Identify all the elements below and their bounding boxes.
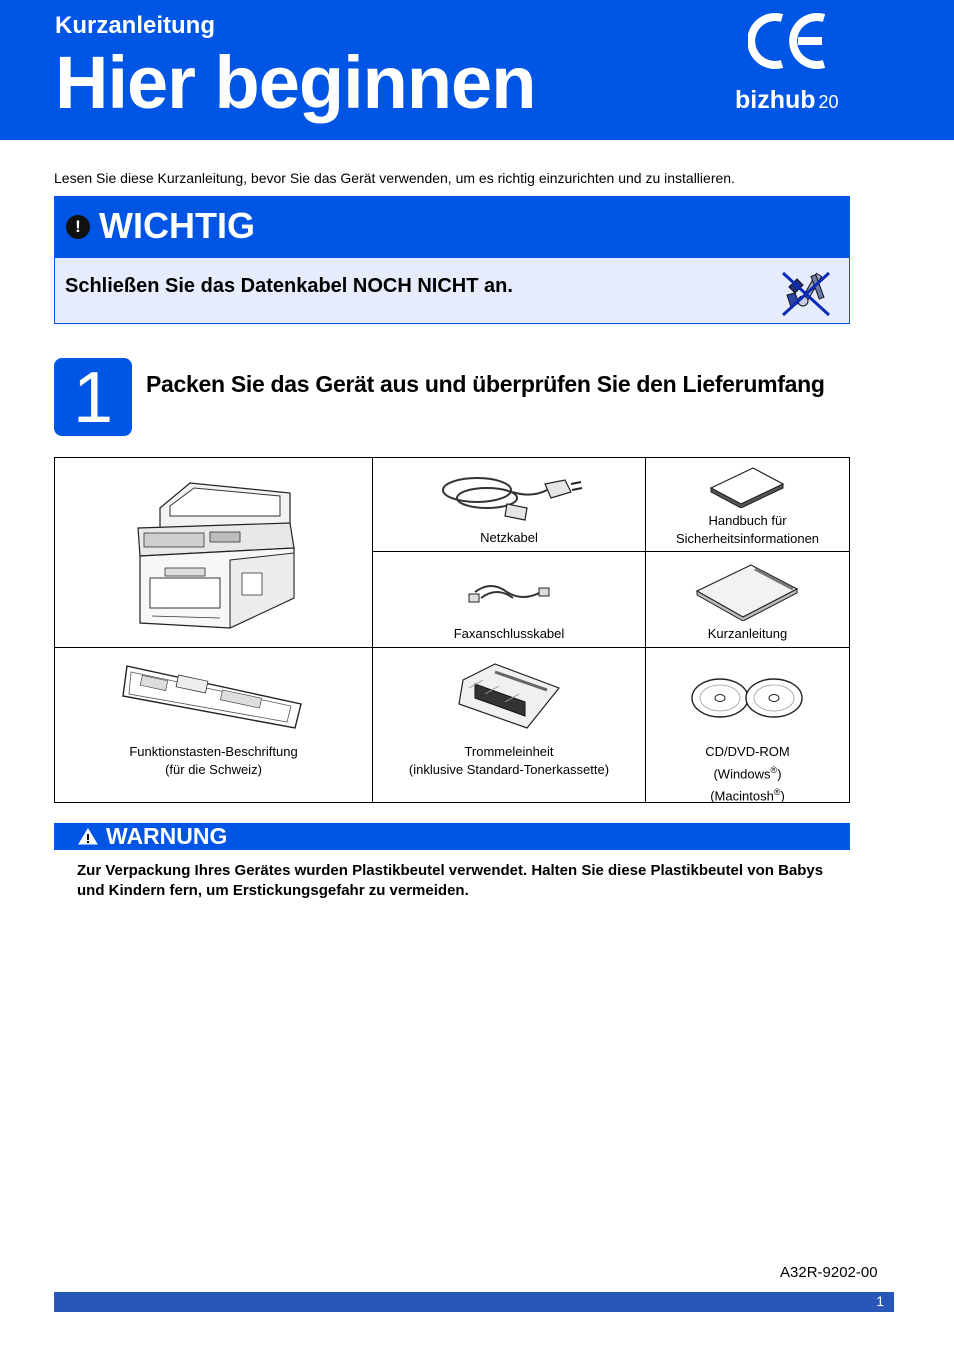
brand-logo: bizhub 20 <box>735 86 839 114</box>
quick-guide-label: Kurzanleitung <box>707 626 788 641</box>
important-box <box>54 196 850 324</box>
page-number: 1 <box>876 1293 884 1309</box>
quick-guide-image <box>695 563 801 621</box>
power-cord-image <box>437 468 587 524</box>
important-message: Schließen Sie das Datenkabel NOCH NICHT an. <box>65 275 513 297</box>
warning-bar <box>54 823 850 850</box>
document-code: A32R-9202-00 <box>780 1264 878 1281</box>
function-key-labels-image <box>121 658 307 734</box>
drum-unit-label: Trommeleinheit (inklusive Standard-Tonerkassette) <box>408 744 610 777</box>
safety-manual-image <box>707 464 787 508</box>
cd-rom-label: CD/DVD-ROM (Windows®) (Macintosh®) <box>705 744 790 804</box>
cd-rom-image <box>690 676 806 720</box>
function-key-labels-label: Funktionstasten-Beschriftung (für die Schweiz) <box>129 744 298 777</box>
safety-manual-label: Handbuch für Sicherheitsinformationen <box>675 513 820 546</box>
exclamation-icon: ! <box>66 215 90 239</box>
power-cord-label: Netzkabel <box>480 530 538 545</box>
step-title: Packen Sie das Gerät aus und überprüfen Sie den Lieferumfang <box>146 371 825 397</box>
step-number: 1 <box>54 358 132 436</box>
important-header <box>55 197 849 258</box>
warning-triangle-icon <box>78 828 98 845</box>
intro-text: Lesen Sie diese Kurzanleitung, bevor Sie das Gerät verwenden, um es richtig einzurichten und zu installieren. <box>54 170 735 186</box>
doc-subtitle: Kurzanleitung <box>55 12 215 39</box>
footer-bar <box>54 1292 894 1312</box>
page-title: Hier beginnen <box>55 41 536 124</box>
multifunction-printer-image <box>130 478 300 630</box>
ce-mark-icon <box>748 12 828 70</box>
no-tools-icon <box>779 267 835 319</box>
fax-cable-label: Faxanschlusskabel <box>453 626 565 641</box>
fax-cable-image <box>467 576 551 610</box>
drum-unit-image <box>455 658 563 734</box>
warning-label: WARNUNG <box>106 823 228 849</box>
header-banner <box>0 0 954 140</box>
warning-text: Zur Verpackung Ihres Gerätes wurden Plastikbeutel verwendet. Halten Sie diese Plastikbeutel von Babys und Kindern fern, um Erstickungsgefahr zu vermeiden. <box>77 862 824 899</box>
important-label: WICHTIG <box>99 205 255 246</box>
contents-table <box>54 457 850 803</box>
